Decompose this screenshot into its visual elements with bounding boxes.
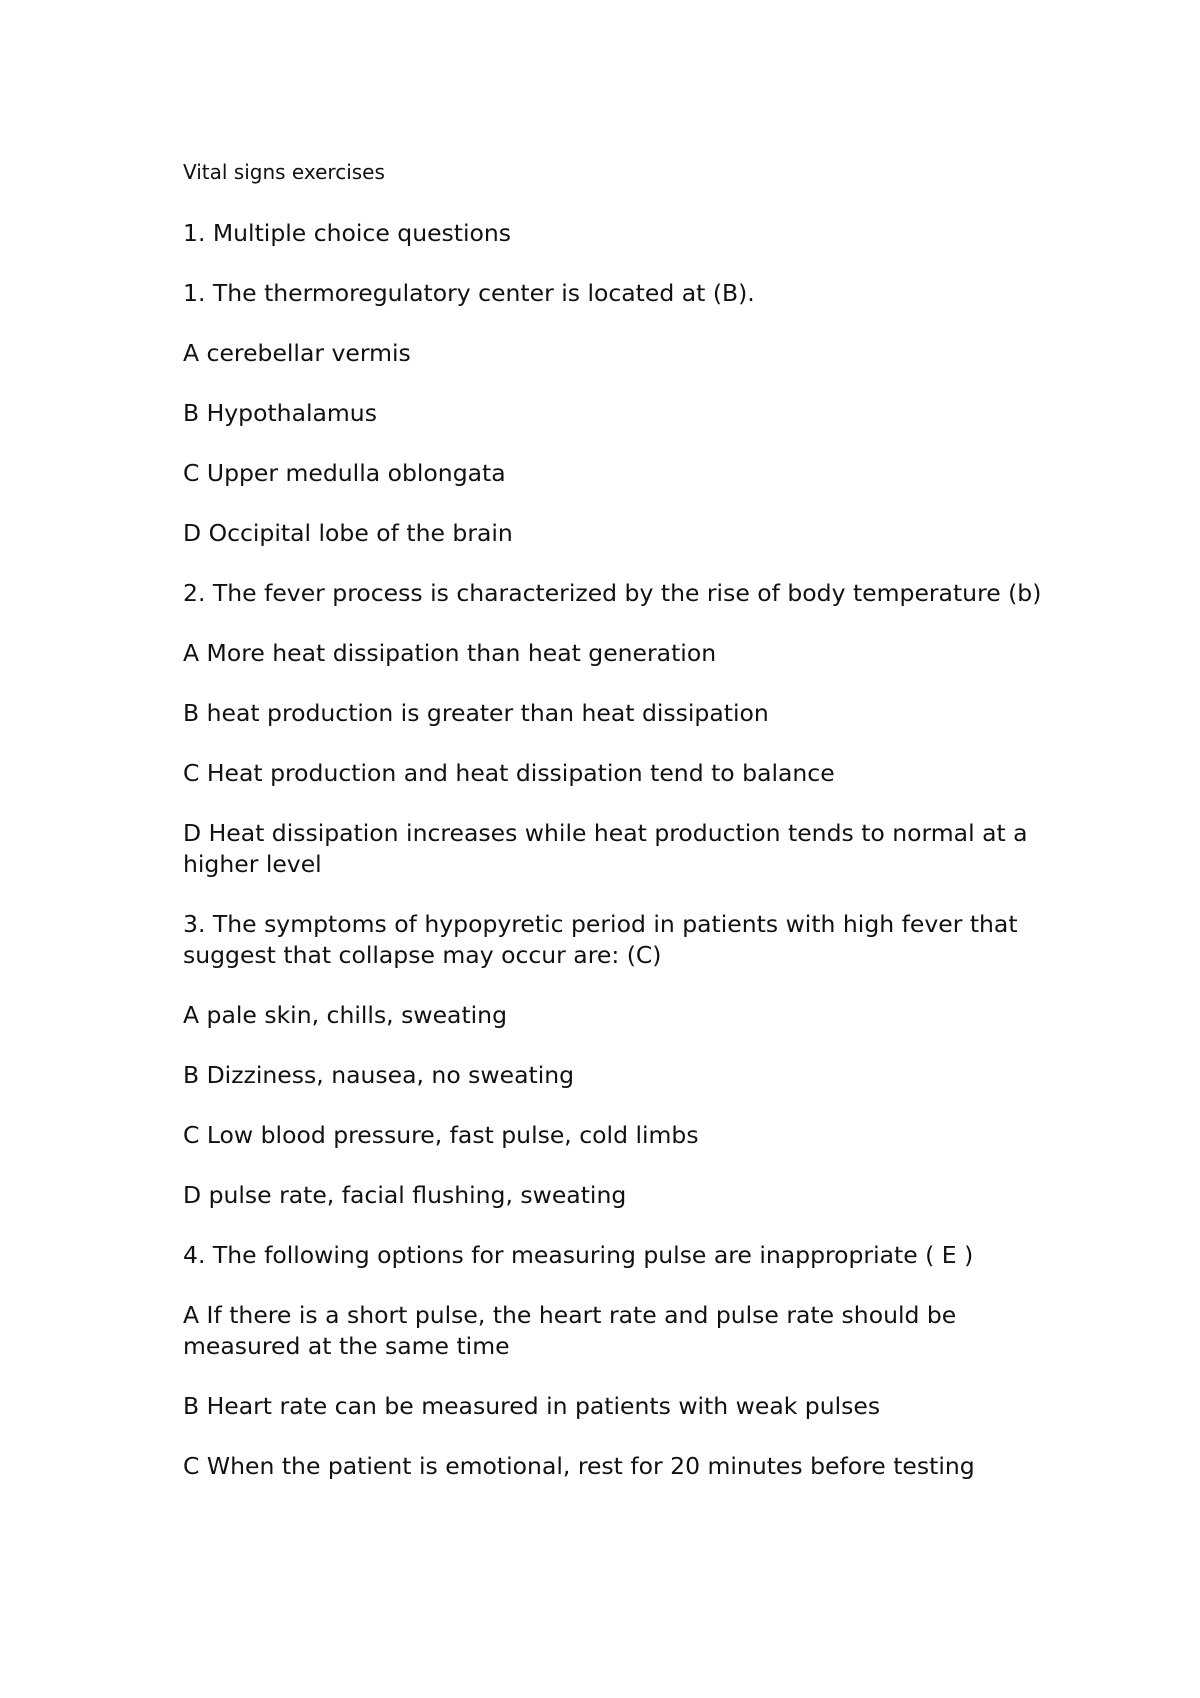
option-text: B Dizziness, nausea, no sweating (183, 1061, 575, 1089)
option-text: D Heat dissipation increases while heat production tends to normal at a higher level (183, 819, 1028, 878)
option-text: C Upper medulla oblongata (183, 459, 506, 487)
option-text: A More heat dissipation than heat generation (183, 639, 717, 667)
option-text: C Heat production and heat dissipation tend to balance (183, 759, 835, 787)
option-text: C Low blood pressure, fast pulse, cold limbs (183, 1121, 699, 1149)
question-1: 1. The thermoregulatory center is located at (B). (183, 279, 755, 307)
option-text: C When the patient is emotional, rest for 20 minutes before testing (183, 1452, 975, 1480)
option-text: A pale skin, chills, sweating (183, 1001, 507, 1029)
option-text: D pulse rate, facial flushing, sweating (183, 1181, 627, 1209)
option-text: B heat production is greater than heat dissipation (183, 699, 769, 727)
question-2: 2. The fever process is characterized by the rise of body temperature (b) (183, 579, 1042, 607)
question-3: 3. The symptoms of hypopyretic period in patients with high fever that suggest that collapse may occur are: (C) (183, 910, 1018, 969)
option-text: B Hypothalamus (183, 399, 377, 427)
document-body (183, 158, 1043, 1511)
document-title: Vital signs exercises (183, 160, 385, 184)
question-4: 4. The following options for measuring pulse are inappropriate ( E ) (183, 1241, 974, 1269)
option-text: D Occipital lobe of the brain (183, 519, 513, 547)
section-heading: 1. Multiple choice questions (183, 219, 512, 247)
option-text: B Heart rate can be measured in patients with weak pulses (183, 1392, 881, 1420)
option-text: A If there is a short pulse, the heart rate and pulse rate should be measured at the same time (183, 1301, 957, 1360)
option-text: A cerebellar vermis (183, 339, 411, 367)
